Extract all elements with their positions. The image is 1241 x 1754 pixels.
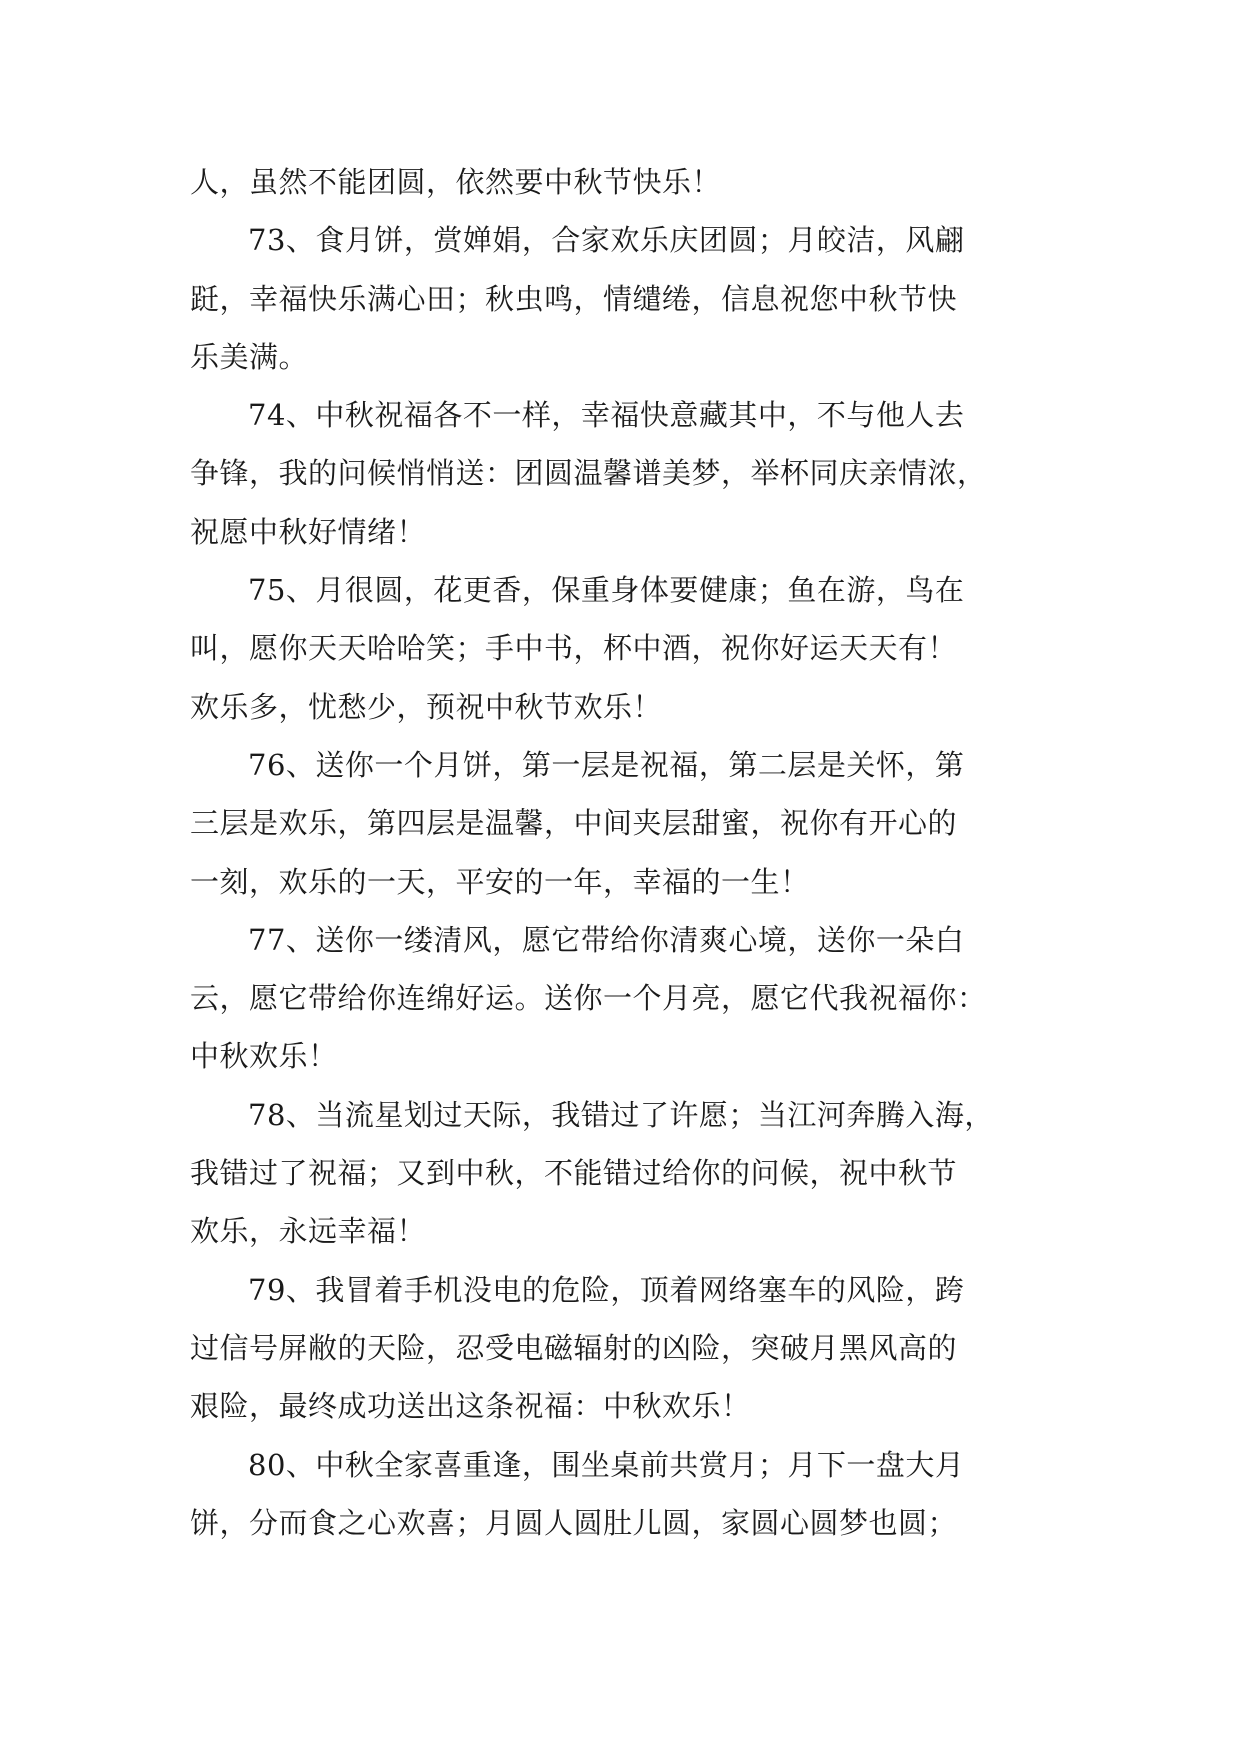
text-line: 乐美满。 xyxy=(190,339,309,374)
text-line: 78、当流星划过天际，我错过了许愿；当江河奔腾入海， xyxy=(248,1097,994,1132)
text-line: 过信号屏敝的天险，忍受电磁辐射的凶险，突破月黑风高的 xyxy=(190,1330,958,1365)
text-line: 75、月很圆，花更香，保重身体要健康；鱼在游，鸟在 xyxy=(248,573,965,608)
paragraph-74 xyxy=(190,386,1050,561)
paragraph-75 xyxy=(190,561,1050,736)
text-line: 77、送你一缕清风，愿它带给你清爽心境，送你一朵白 xyxy=(248,922,965,957)
paragraph-80 xyxy=(190,1436,1050,1553)
text-line: 74、中秋祝福各不一样，幸福快意藏其中，不与他人去 xyxy=(248,398,965,433)
text-line: 73、食月饼，赏婵娟，合家欢乐庆团圆；月皎洁，风翩 xyxy=(248,223,965,258)
paragraph-73 xyxy=(190,211,1050,386)
text-line: 中秋欢乐！ xyxy=(190,1039,338,1074)
document-body xyxy=(190,153,1050,1552)
text-line: 76、送你一个月饼，第一层是祝福，第二层是关怀，第 xyxy=(248,747,965,782)
paragraph-79 xyxy=(190,1261,1050,1436)
text-line: 我错过了祝福；又到中秋，不能错过给你的问候，祝中秋节 xyxy=(190,1156,958,1191)
text-line: 三层是欢乐，第四层是温馨，中间夹层甜蜜，祝你有开心的 xyxy=(190,806,958,841)
text-line: 祝愿中秋好情绪！ xyxy=(190,514,427,549)
text-line: 争锋，我的问候悄悄送：团圆温馨谱美梦，举杯同庆亲情浓， xyxy=(190,456,987,491)
text-line: 叫，愿你天天哈哈笑；手中书，杯中酒，祝你好运天天有！ xyxy=(190,631,958,666)
text-line: 79、我冒着手机没电的危险，顶着网络塞车的风险，跨 xyxy=(248,1272,965,1307)
text-line: 人，虽然不能团圆，依然要中秋节快乐！ xyxy=(190,165,722,199)
text-line: 跹，幸福快乐满心田；秋虫鸣，情缱绻，信息祝您中秋节快 xyxy=(190,281,958,316)
text-line: 饼，分而食之心欢喜；月圆人圆肚儿圆，家圆心圆梦也圆； xyxy=(190,1505,958,1540)
text-line: 云，愿它带给你连绵好运。送你一个月亮，愿它代我祝福你： xyxy=(190,981,987,1016)
text-line: 一刻，欢乐的一天，平安的一年，幸福的一生！ xyxy=(190,864,810,899)
text-line: 欢乐多，忧愁少，预祝中秋节欢乐！ xyxy=(190,689,663,724)
paragraph-77 xyxy=(190,911,1050,1086)
text-line: 80、中秋全家喜重逢，围坐桌前共赏月；月下一盘大月 xyxy=(248,1447,965,1482)
paragraph-continuation xyxy=(190,153,1050,211)
text-line: 欢乐，永远幸福！ xyxy=(190,1214,427,1249)
paragraph-76 xyxy=(190,736,1050,911)
paragraph-78 xyxy=(190,1086,1050,1261)
text-line: 艰险，最终成功送出这条祝福：中秋欢乐！ xyxy=(190,1389,751,1424)
